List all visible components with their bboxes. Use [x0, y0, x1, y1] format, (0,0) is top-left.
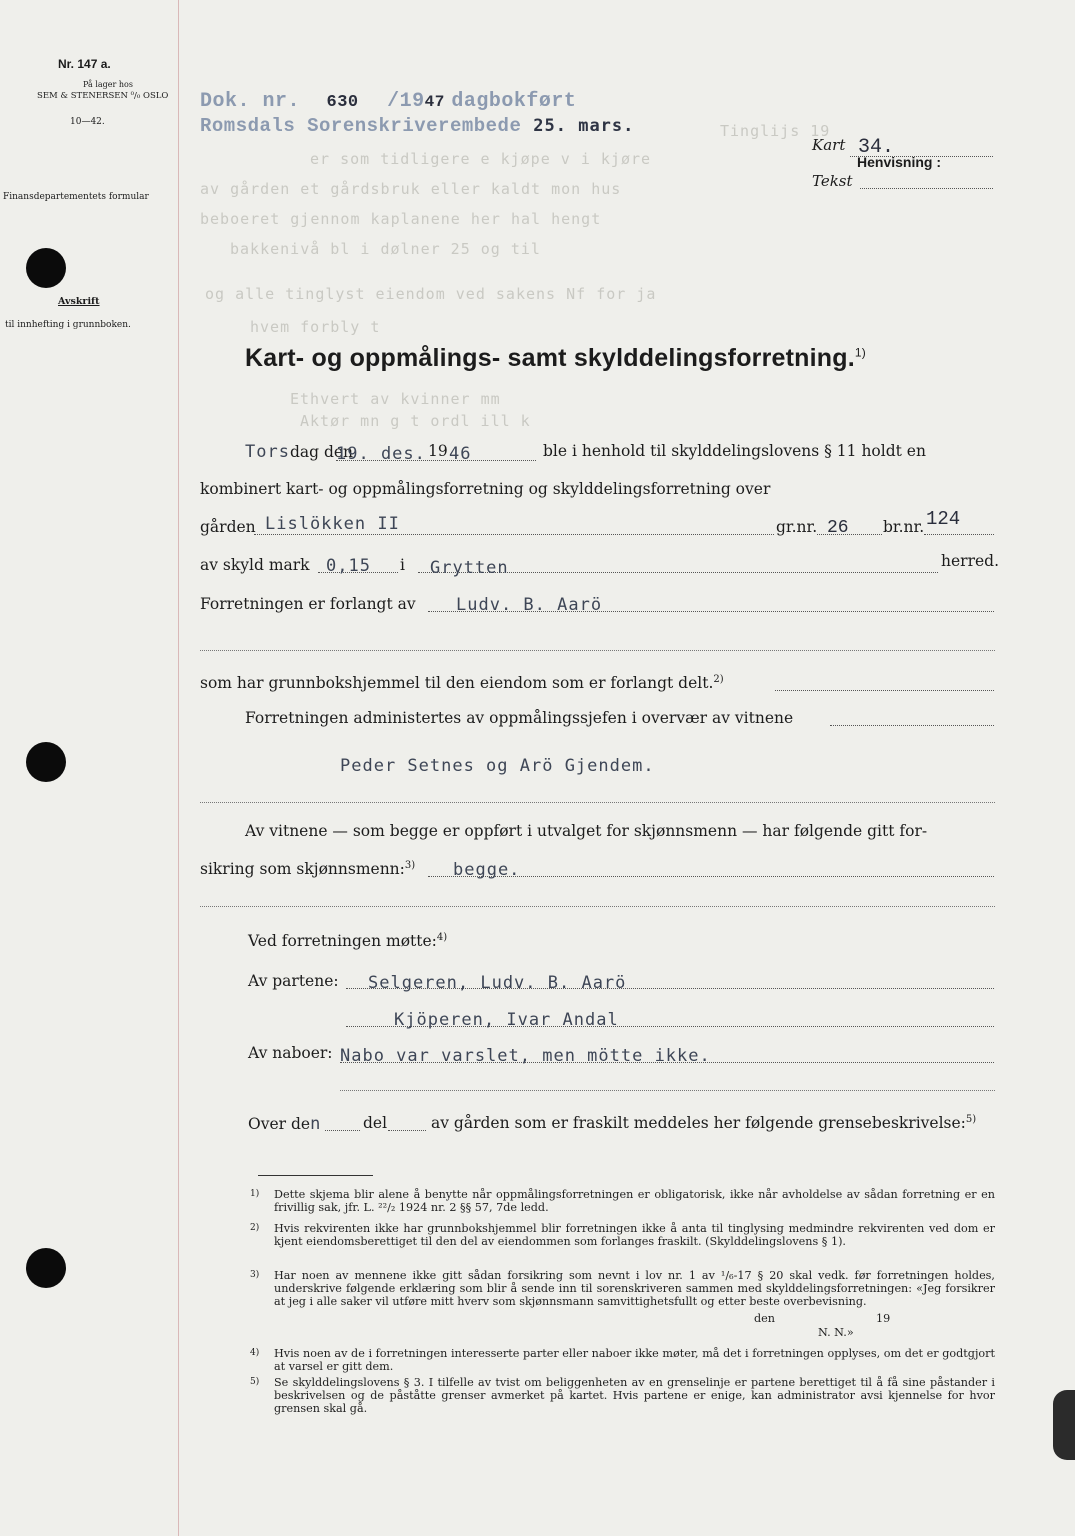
i-label: i: [400, 556, 405, 574]
footnote-ref-3: 3): [404, 860, 416, 871]
admin-text: Forretningen administertes av oppmålingssjefen i overvær av vitnene: [245, 709, 794, 727]
witness-text-2: sikring som skjønnsmenn:$^{3)}$: [200, 860, 416, 879]
day-hand: Tors: [245, 442, 290, 462]
kart-value: 34.: [858, 136, 895, 159]
form-number: Nr. 147 a.: [58, 57, 111, 71]
edge-shadow: [1053, 1390, 1075, 1460]
reference-label: Henvisning :: [857, 154, 942, 170]
footnote-ref-4: 4): [436, 932, 448, 943]
footnote-separator: [258, 1175, 373, 1176]
journal-text: dagbokført: [451, 90, 577, 113]
neighbours-value: Nabo var varslet, men mötte ikke.: [340, 1046, 711, 1066]
bleed-text: er som tidligere e kjøpe v i kjøre: [310, 150, 652, 168]
doc-year: 47: [424, 93, 445, 111]
fn3-den: den: [754, 1312, 775, 1325]
requested-label: Forretningen er forlangt av: [200, 595, 416, 613]
grnr-value: 26: [827, 518, 849, 538]
print-code: 10—42.: [70, 117, 105, 127]
copy-purpose: til innhefting i grunnboken.: [5, 320, 131, 330]
line2-text: kombinert kart- og oppmålingsforretning og skylddelingsforretning over: [200, 480, 771, 498]
farm-label: gården: [200, 518, 256, 536]
attended-label: Ved forretningen møtte:$^{4)}$: [248, 932, 448, 951]
bleed-text: hvem forbly t: [250, 318, 381, 336]
line1-text: ble i henhold til skylddelingslovens § 11 holdt en: [543, 442, 926, 460]
page-title: Kart- og oppmålings- samt skylddelingsforretning.$^{1)}$: [245, 344, 866, 372]
witness-text-1: Av vitnene — som begge er oppført i utvalget for skjønnsmenn — har følgende gitt for-: [245, 822, 928, 840]
footnote-3: 3) Har noen av mennene ikke gitt sådan forsikring som nevnt i lov nr. 1 av ¹/₆-17 § 20 skal vedk. før forretningen holdes, underskrive følgende erklæring som blir å sende inn til sorenskriveren sammen med skylddelingsforretningen: «Jeg forsikrer at jeg i alle saker vil utføre mitt hverv som skjønnsmann samvittighetsfullt og etter beste overbevisning.: [250, 1269, 995, 1309]
footnote-ref-5: 5): [965, 1114, 977, 1125]
hjemmel-text: som har grunnbokshjemmel til den eiendom som er forlangt delt.$^{2)}$: [200, 674, 724, 693]
binder-hole-1: [26, 248, 66, 288]
footnote-4: 4) Hvis noen av de i forretningen interesserte parter eller naboer ikke møter, må det i forretningen opplyses, om det er godtgjort at varsel er gitt dem.: [250, 1347, 995, 1374]
over-hand: n: [310, 1114, 322, 1134]
bleed-text: Ethvert av kvinner mm: [290, 390, 501, 408]
brnr-value: 124: [926, 508, 961, 530]
date-dots: [336, 460, 536, 461]
over-dots: [325, 1130, 360, 1131]
grnr-label: gr.nr.: [776, 518, 818, 536]
tekst-label: Tekst: [812, 172, 853, 190]
bleed-text: og alle tinglyst eiendom ved sakens Nf for ja: [205, 285, 657, 303]
title-footnote-ref: 1): [854, 345, 866, 360]
del-dots: [388, 1130, 426, 1131]
farm-dots: [254, 534, 774, 535]
bleed-text: Aktør mn g t ordl ill k: [300, 412, 531, 430]
bleed-text: av gården et gårdsbruk eller kaldt mon hus: [200, 180, 622, 198]
doc-label: Dok. nr.: [200, 90, 301, 113]
office-stamp: [200, 115, 634, 137]
bleed-text: beboeret gjennom kaplanene her hal hengt: [200, 210, 602, 228]
publisher-line: På lager hos: [83, 80, 133, 89]
office-name: Romsdals Sorenskriverembede: [200, 115, 522, 137]
brnr-dots: [924, 534, 994, 535]
fn3-initials: N. N.»: [818, 1326, 854, 1339]
blank-line: [200, 906, 995, 907]
party-buyer: Kjöperen, Ivar Andal: [394, 1010, 619, 1030]
party-seller: Selgeren, Ludv. B. Aarö: [368, 973, 627, 993]
binder-hole-2: [26, 742, 66, 782]
day-suffix: dag den: [289, 443, 354, 461]
over-label: Over den: [248, 1114, 322, 1134]
del-label: del: [363, 1114, 388, 1132]
footnote-ref-2: 2): [713, 674, 724, 685]
boundary-text: av gården som er fraskilt meddeles her følgende grensebeskrivelse:$^{5)}$: [431, 1114, 977, 1133]
publisher-line: SEM & STENERSEN ⁰/₀ OSLO: [37, 91, 169, 101]
skyld-label: av skyld mark: [200, 556, 310, 574]
blank-line: [200, 802, 995, 803]
stamp-date: 25. mars.: [533, 116, 635, 136]
year-prefix: 19: [428, 442, 448, 460]
date-value: 19. des.: [336, 444, 426, 464]
blank-line: [340, 1090, 995, 1091]
form-origin: Finansdepartementets formular: [3, 192, 149, 202]
skyld-value: 0,15: [326, 556, 371, 576]
blank-line: [200, 650, 995, 651]
parties-label: Av partene:: [248, 972, 339, 990]
doc-year-prefix: /19: [387, 90, 425, 113]
doc-stamp: [200, 90, 576, 113]
municipality: Grytten: [430, 558, 509, 578]
tekst-line: [860, 188, 993, 189]
hjemmel-dots: [775, 690, 994, 691]
footnote-5: 5) Se skylddelingslovens § 3. I tilfelle av tvist om beliggenheten av en grenselinje er partene berettiget til å få sine påstander i beskrivelsen og de påståtte grenser avmerket på kartet. Hvis partene er enige, kan administrator avsi kjennelse for hvor grensen skal gå.: [250, 1376, 995, 1416]
footnote-1: 1) Dette skjema blir alene å benytte når oppmålingsforretningen er obligatorisk, ikke når avholdelse av sådan forretning er en frivillig sak, jfr. L. ²²/₂ 1924 nr. 2 §§ 57, 7de ledd.: [250, 1188, 995, 1215]
bleed-text: Tinglijs 19: [720, 122, 831, 140]
margin-line: [178, 0, 179, 1536]
binder-hole-3: [26, 1248, 66, 1288]
admin-dots: [830, 725, 994, 726]
herred-label: herred.: [941, 552, 999, 570]
farm-name: Lislökken II: [265, 514, 400, 534]
year-value: 46: [449, 444, 472, 464]
neighbours-label: Av naboer:: [248, 1044, 333, 1062]
kart-label: Kart: [812, 136, 846, 154]
witnesses: Peder Setnes og Arö Gjendem.: [340, 756, 655, 776]
brnr-label: br.nr.: [883, 518, 925, 536]
copy-title: Avskrift: [58, 296, 100, 307]
doc-number: 630: [326, 93, 359, 112]
footnote-2: 2) Hvis rekvirenten ikke har grunnbokshjemmel blir forretningen ikke å anta til tinglysing medmindre rekvirenten ved dom er kjent eiendomsberettiget til den del av eiendommen som forlanges fraskilt. (Skylddelingslovens § 1).: [250, 1222, 995, 1249]
fn3-year: 19: [876, 1312, 891, 1325]
witness-answer: begge.: [453, 860, 521, 880]
requested-by: Ludv. B. Aarö: [456, 595, 603, 615]
bleed-text: bakkenivå bl i dølner 25 og til: [230, 240, 541, 258]
